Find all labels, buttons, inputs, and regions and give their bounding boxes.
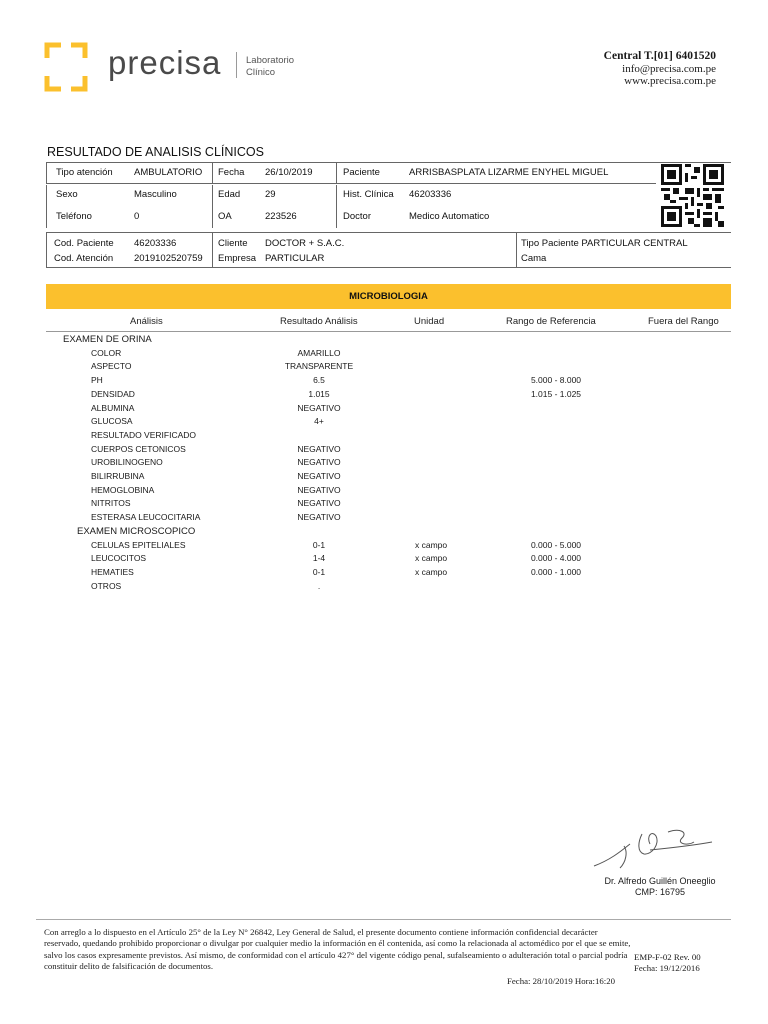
cod-paciente-value: 46203336 (134, 238, 177, 249)
analysis-name: OTROS (91, 580, 122, 591)
brand-divider (236, 52, 237, 78)
table-vrule (46, 233, 47, 267)
contact-website: www.precisa.com.pe (624, 75, 716, 87)
empresa-label: Empresa (218, 253, 257, 264)
table-mid-rule (46, 232, 731, 233)
analysis-result: NEGATIVO (297, 471, 341, 481)
table-row (0, 540, 768, 554)
table-row-rule (46, 183, 656, 184)
analysis-unit: x campo (415, 553, 448, 564)
table-row (0, 553, 768, 567)
analysis-unit: x campo (415, 539, 448, 550)
group-row (0, 334, 768, 348)
analysis-name: HEMOGLOBINA (91, 484, 155, 495)
column-header-rango: Rango de Referencia (506, 316, 596, 327)
analysis-name: ESTERASA LEUCOCITARIA (91, 512, 201, 523)
table-row (0, 485, 768, 499)
table-row (0, 430, 768, 444)
table-vrule (46, 185, 47, 228)
sexo-label: Sexo (56, 189, 78, 200)
table-row (0, 444, 768, 458)
table-row (0, 389, 768, 403)
cod-paciente-label: Cod. Paciente (54, 238, 114, 249)
edad-label: Edad (218, 189, 241, 200)
analysis-name: EXAMEN MICROSCOPICO (77, 525, 196, 537)
doctor-name: Dr. Alfredo Guillén Oneeglio (604, 876, 716, 886)
telefono-value: 0 (134, 211, 140, 222)
analysis-range: 0.000 - 5.000 (530, 539, 582, 550)
doctor-block (560, 876, 760, 898)
analysis-result: 0-1 (312, 539, 326, 550)
analysis-range: 0.000 - 1.000 (530, 566, 582, 577)
doctor-cmp: CMP: 16795 (634, 887, 686, 897)
table-vrule (212, 162, 213, 183)
oa-value: 223526 (265, 211, 297, 222)
analysis-unit: x campo (415, 566, 448, 577)
tipo-atencion-value: AMBULATORIO (134, 167, 203, 178)
table-row (0, 361, 768, 375)
telefono-label: Teléfono (56, 211, 92, 222)
analysis-result: NEGATIVO (297, 457, 341, 468)
paciente-value: ARRISBASPLATA LIZARME ENYHEL MIGUEL (409, 167, 609, 178)
analysis-name: CUERPOS CETONICOS (91, 443, 186, 454)
analysis-range: 5.000 - 8.000 (530, 375, 582, 386)
tipo-atencion-label: Tipo atención (56, 167, 113, 178)
analysis-result: NEGATIVO (297, 512, 341, 523)
contact-phone: Central T.[01] 6401520 (603, 50, 716, 62)
tipo-paciente: Tipo Paciente PARTICULAR CENTRAL (521, 238, 688, 249)
hist-clinica-value: 46203336 (409, 189, 452, 200)
analysis-range: 0.000 - 4.000 (530, 553, 582, 564)
analysis-result: NEGATIVO (297, 443, 341, 454)
analysis-result: NEGATIVO (297, 484, 341, 495)
table-row (0, 498, 768, 512)
analysis-result: NEGATIVO (297, 402, 341, 413)
analysis-result: 6.5 (313, 375, 325, 386)
legal-notice: Con arreglo a lo dispuesto en el Artículo 25° de la Ley N° 26842, Ley General de Salud, el presente documento contiene información confidencial decarácter reservado, quedando prohibido proporcionar o divulgar por cualquier medio la información en él contenida, así como la relacionada al actomédico por el que se emite, salvo los casos expresamente previstos. Así mismo, de conformidad con el artículo 427° del vigente código penal, sufalseamiento o adulteración total o parcial podría constituir delito de falsificación de documentos. (44, 927, 631, 971)
analysis-name: COLOR (91, 347, 122, 358)
analysis-result: . (317, 580, 321, 591)
cama-label: Cama (521, 253, 547, 264)
table-row (0, 416, 768, 430)
table-top-rule (46, 162, 731, 163)
analysis-name: HEMATIES (91, 566, 134, 577)
analysis-name: BILIRRUBINA (91, 471, 145, 481)
column-header-resultado: Resultado Análisis (280, 316, 358, 327)
table-vrule (336, 162, 337, 183)
oa-label: OA (218, 211, 232, 222)
table-row (0, 567, 768, 581)
table-vrule (46, 162, 47, 183)
brand-sub-line-1: Laboratorio (246, 55, 295, 66)
form-code-date: Fecha: 19/12/2016 (634, 963, 700, 973)
section-title: MICROBIOLOGIA (349, 291, 428, 302)
doctor-signature (590, 822, 720, 872)
column-header-fuera: Fuera del Rango (648, 316, 719, 327)
edad-value: 29 (265, 189, 276, 200)
fecha-value: 26/10/2019 (265, 167, 313, 178)
analysis-name: EXAMEN DE ORINA (63, 334, 152, 345)
form-code (634, 952, 701, 974)
column-header-unidad: Unidad (414, 316, 445, 327)
precisa-logo-icon (44, 42, 88, 92)
analysis-result: AMARILLO (297, 347, 341, 358)
paciente-label: Paciente (343, 167, 380, 178)
empresa-value: PARTICULAR (265, 253, 325, 264)
analysis-name: RESULTADO VERIFICADO (91, 429, 197, 440)
table-row (0, 471, 768, 485)
analysis-name: ASPECTO (91, 361, 132, 372)
brand-subtitle (246, 55, 294, 79)
analysis-result: 1-4 (312, 553, 326, 564)
table-bottom-rule (46, 267, 731, 268)
analysis-result: 1.015 (308, 388, 330, 399)
group-row (0, 526, 768, 540)
table-row (0, 457, 768, 471)
table-row (0, 512, 768, 526)
sexo-value: Masculino (134, 189, 177, 200)
form-code-rev: EMP-F-02 Rev. 00 (634, 952, 701, 962)
contact-block (604, 50, 716, 88)
table-row (0, 348, 768, 362)
cliente-value: DOCTOR + S.A.C. (265, 238, 345, 249)
table-vrule (336, 185, 337, 228)
analysis-result: 0-1 (312, 566, 326, 577)
analysis-name: CELULAS EPITELIALES (91, 539, 186, 550)
analysis-result: 4+ (314, 416, 324, 427)
table-vrule (212, 233, 213, 267)
brand-name: precisa (108, 44, 222, 81)
document-title: RESULTADO DE ANALISIS CLÍNICOS (47, 145, 264, 159)
analysis-range: 1.015 - 1.025 (530, 388, 582, 399)
table-row (0, 403, 768, 417)
analysis-name: LEUCOCITOS (91, 553, 147, 564)
analysis-name: PH (91, 375, 103, 386)
hist-clinica-label: Hist. Clínica (343, 189, 394, 200)
contact-email: info@precisa.com.pe (622, 62, 716, 75)
brand-sub-line-2: Clínico (246, 67, 276, 78)
table-row (0, 375, 768, 389)
analysis-name: NITRITOS (91, 498, 131, 509)
cliente-label: Cliente (218, 238, 248, 249)
cod-atencion-label: Cod. Atención (54, 253, 114, 264)
analysis-result: NEGATIVO (297, 498, 341, 509)
analysis-name: ALBUMINA (91, 402, 135, 413)
table-vrule (212, 185, 213, 228)
analysis-name: UROBILINOGENO (91, 457, 163, 468)
print-date: Fecha: 28/10/2019 Hora:16:20 (507, 976, 615, 986)
footer-rule (36, 919, 731, 920)
fecha-label: Fecha (218, 167, 245, 178)
doctor-value: Medico Automatico (409, 211, 490, 222)
table-row (0, 581, 768, 595)
column-header-analisis: Análisis (130, 316, 163, 327)
cod-atencion-value: 2019102520759 (134, 253, 203, 264)
analysis-name: GLUCOSA (91, 416, 133, 427)
results-header-rule (46, 331, 731, 332)
analysis-result: TRANSPARENTE (284, 361, 354, 372)
qr-code-icon (659, 164, 726, 227)
table-vrule (516, 233, 517, 267)
analysis-name: DENSIDAD (91, 388, 135, 399)
doctor-label: Doctor (343, 211, 371, 222)
